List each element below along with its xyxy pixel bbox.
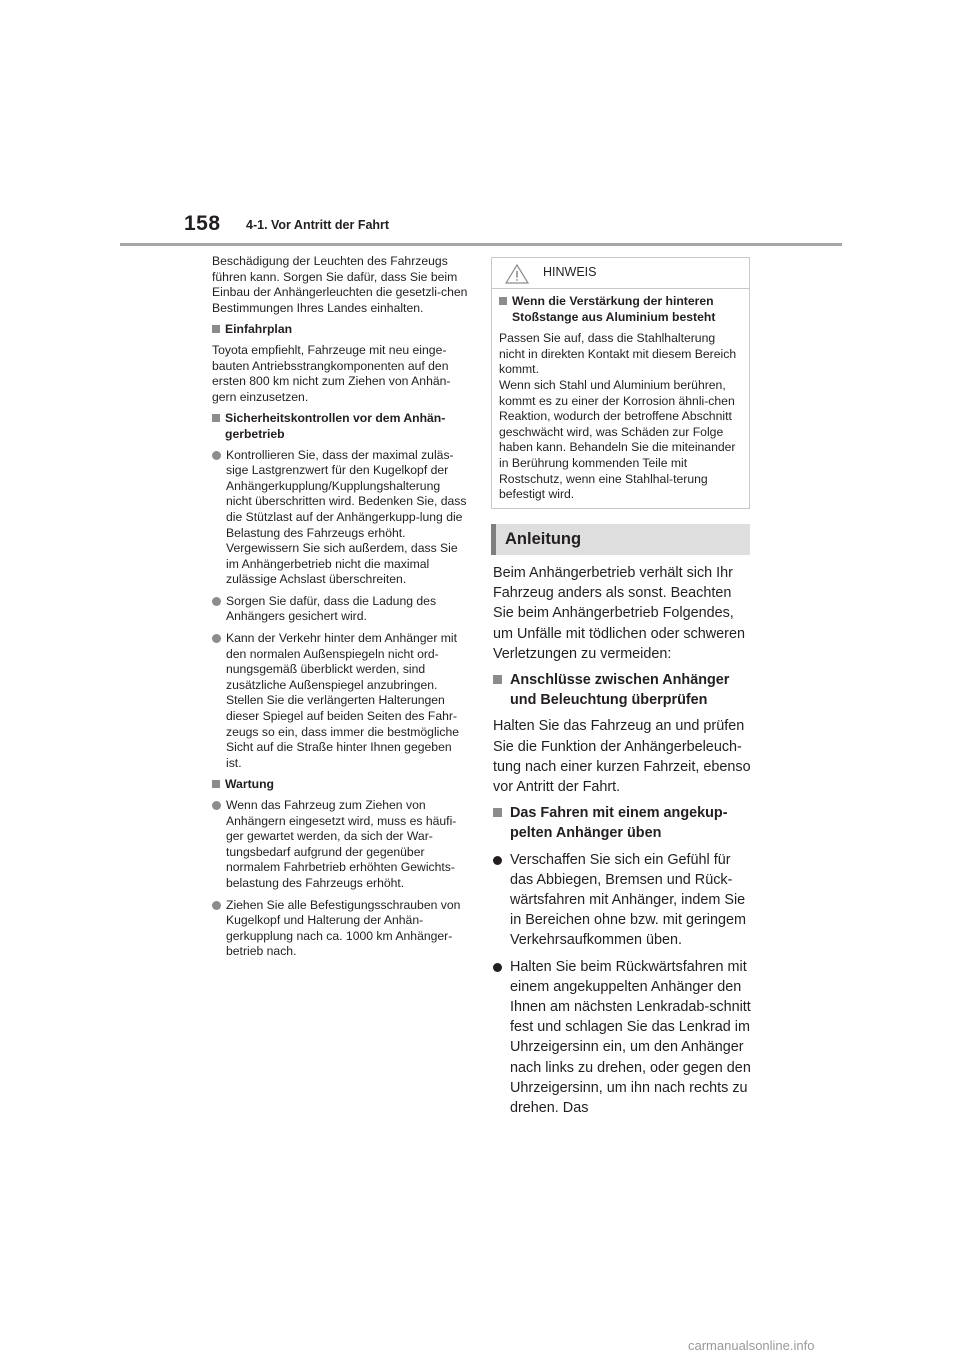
maintenance-heading bbox=[212, 777, 468, 793]
right-column bbox=[493, 563, 755, 1124]
square-bullet-icon bbox=[493, 808, 502, 817]
circle-bullet-icon bbox=[212, 597, 221, 606]
list-item bbox=[493, 850, 755, 951]
circle-bullet-icon bbox=[493, 963, 502, 972]
running-head: 4-1. Vor Antritt der Fahrt bbox=[246, 218, 390, 232]
safety-heading-text: Sicherheitskontrollen vor dem Anhän-gerbetrieb bbox=[225, 411, 446, 441]
circle-bullet-icon bbox=[212, 901, 221, 910]
square-bullet-icon bbox=[212, 414, 220, 422]
list-item-text: Sorgen Sie dafür, dass die Ladung des Anhängers gesichert wird. bbox=[226, 593, 437, 624]
notice-title bbox=[499, 294, 739, 325]
circle-bullet-icon bbox=[212, 451, 221, 460]
connections-paragraph: Halten Sie das Fahrzeug an und prüfen Sie die Funktion der Anhängerbeleuch-tung nach einer kurzen Fahrzeit, ebenso vor Antritt der Fahrt. bbox=[493, 718, 751, 796]
break-in-heading bbox=[212, 322, 468, 338]
notice-title-text: Wenn die Verstärkung der hinteren Stoßstange aus Aluminium besteht bbox=[512, 294, 716, 324]
intro-paragraph: Beschädigung der Leuchten des Fahrzeugs führen kann. Sorgen Sie dafür, dass Sie beim Einbau der Anhängerleuchten die gesetzli-chen Bestimmungen Ihres Landes einhalten. bbox=[212, 254, 468, 315]
left-column bbox=[212, 254, 468, 966]
practice-heading bbox=[493, 803, 755, 843]
list-item bbox=[212, 798, 468, 892]
list-item bbox=[212, 898, 468, 960]
square-bullet-icon bbox=[212, 780, 220, 788]
list-item-text: Verschaffen Sie sich ein Gefühl für das Abbiegen, Bremsen und Rück-wärtsfahren mit Anhänger, indem Sie in Bereichen ohne bzw. mit geringem Verkehrsaufkommen üben. bbox=[510, 851, 746, 949]
list-item bbox=[212, 448, 468, 588]
circle-bullet-icon bbox=[212, 634, 221, 643]
square-bullet-icon bbox=[493, 675, 502, 684]
header-rule bbox=[120, 243, 842, 246]
list-item-text: Halten Sie beim Rückwärtsfahren mit einem angekuppelten Anhänger den Ihnen am nächsten Lenkradab-schnitt fest und schlagen Sie das Lenkrad im Uhrzeigersinn ein, um den Anhänger nach links zu drehen, oder gegen den Uhrzeigersinn, um ihn nach rechts zu drehen. Das bbox=[510, 958, 751, 1117]
section-intro: Beim Anhängerbetrieb verhält sich Ihr Fahrzeug anders als sonst. Beachten Sie beim Anhängerbetrieb Folgendes, um Unfälle mit tödlichen oder schweren Verletzungen zu vermeiden: bbox=[493, 565, 745, 662]
page-number: 158 bbox=[184, 212, 221, 235]
list-item bbox=[212, 631, 468, 771]
circle-bullet-icon bbox=[212, 801, 221, 810]
break-in-heading-text: Einfahrplan bbox=[225, 322, 293, 337]
connections-heading-text: Anschlüsse zwischen Anhänger und Beleuchtung überprüfen bbox=[510, 672, 730, 709]
list-item-text: Ziehen Sie alle Befestigungsschrauben von Kugelkopf und Halterung der Anhän-gerkupplung nach ca. 1000 km Anhänger-betrieb nach. bbox=[226, 897, 461, 959]
list-item bbox=[493, 957, 755, 1119]
warning-triangle-icon bbox=[505, 264, 529, 284]
list-item-text: Kontrollieren Sie, dass der maximal zuläs-sige Lastgrenzwert für den Kugelkopf der Anhängerkupplung/Kupplungshalterung nicht überschritten wird. Bedenken Sie, dass die Stützlast auf der Anhängerkupp-lung die Belastung des Fahrzeugs erhöht. Vergewissern Sie sich außerdem, dass Sie im Anhängerbetrieb nicht die maximal zulässige Achslast überschreiten. bbox=[226, 447, 467, 587]
notice-body bbox=[492, 289, 749, 503]
notice-header bbox=[492, 258, 749, 289]
square-bullet-icon bbox=[212, 325, 220, 333]
safety-heading bbox=[212, 411, 468, 442]
notice-paragraph: Wenn sich Stahl und Aluminium berühren, kommt es zu einer der Korrosion ähnli-chen Reaktion, wodurch der betroffene Abschnitt geschwächt wird, was Schäden zur Folge haben kann. Behandeln Sie die miteinander in Berührung kommenden Teile mit Rostschutz, wenn eine Stahlhal-terung befestigt wird. bbox=[499, 377, 736, 502]
section-heading bbox=[491, 524, 750, 555]
list-item bbox=[212, 594, 468, 625]
list-item-text: Kann der Verkehr hinter dem Anhänger mit den normalen Außenspiegeln nicht ord-nungsgemäß überblickt werden, sind zusätzliche Außenspiegel anzubringen. Stellen Sie die verlängerten Halterungen dieser Spiegel auf beiden Seiten des Fahr-zeugs so ein, dass immer die bestmögliche Sicht auf die Straße hinter Ihnen gegeben ist. bbox=[226, 631, 460, 770]
list-item-text: Wenn das Fahrzeug zum Ziehen von Anhängern eingesetzt wird, muss es häufi-ger gewartet werden, da sich der War-tungsbedarf aufgrund der gegenüber normalem Fahrbetrieb erhöhten Gewichts-belastung des Fahrzeugs erhöht. bbox=[226, 798, 457, 890]
notice-label: HINWEIS bbox=[543, 265, 597, 279]
section-accent bbox=[491, 524, 496, 555]
notice-box bbox=[491, 257, 750, 509]
break-in-paragraph: Toyota empfiehlt, Fahrzeuge mit neu einge-bauten Antriebsstrangkomponenten auf den ersten 800 km nicht zum Ziehen von Anhän-gern einzusetzen. bbox=[212, 342, 451, 404]
square-bullet-icon bbox=[499, 297, 507, 305]
practice-heading-text: Das Fahren mit einem angekup-pelten Anhänger üben bbox=[510, 805, 728, 842]
circle-bullet-icon bbox=[493, 856, 502, 865]
section-title: Anleitung bbox=[505, 530, 582, 548]
maintenance-heading-text: Wartung bbox=[225, 777, 274, 792]
watermark: carmanualsonline.info bbox=[688, 1338, 815, 1353]
connections-heading bbox=[493, 670, 755, 710]
notice-paragraph: Passen Sie auf, dass die Stahlhalterung nicht in direkten Kontakt mit diesem Bereich kommt. bbox=[499, 331, 737, 377]
